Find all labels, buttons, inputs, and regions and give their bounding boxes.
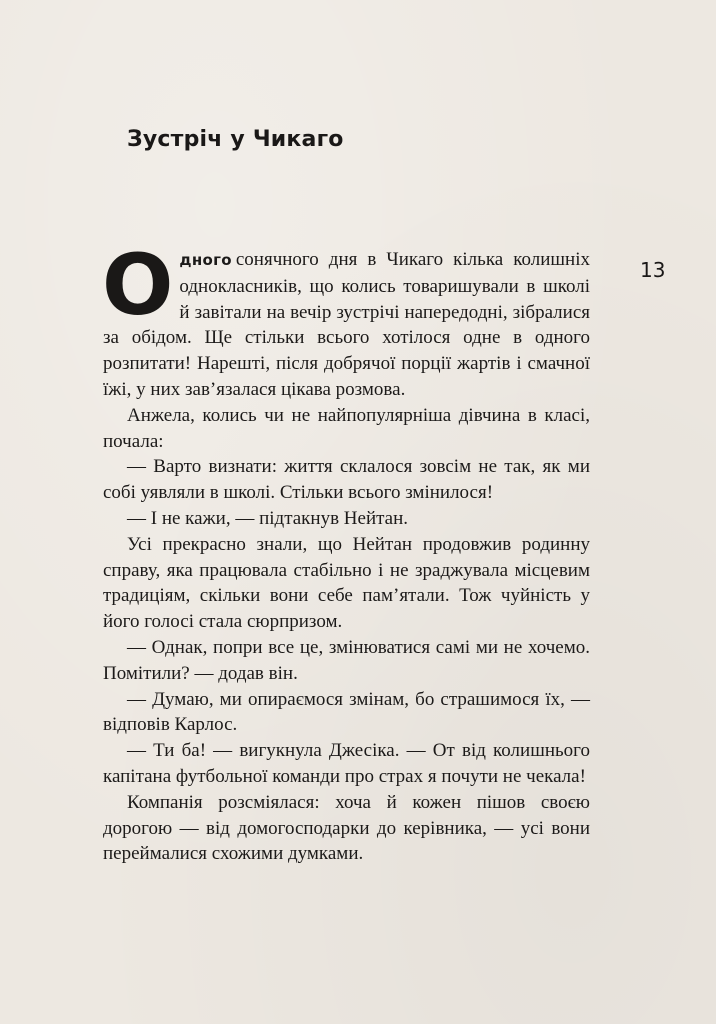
paragraph: Анжела, колись чи не найпопулярніша дівчина в класі, почала: [103,404,590,452]
dialogue-line: — І не кажи, — підтакнув Нейтан. [127,507,409,529]
chapter-title: Зустріч у Чикаго [127,127,344,152]
paragraph-opening-text: сонячного дня в Чикаго кілька колишніх однокласників, що колись товаришували в школі й завітали на вечір зустрічі напередодні, зібралися за обідом. Ще стільки всього хотілося одне в одного розпитати! Нарешті, після добрячої порції жартів і смачної їжі, у них зав’язалася цікава розмова. [103,249,590,400]
body-text [102,236,590,867]
paragraph: Компанія розсміялася: хоча й кожен пішов своєю дорогою — від домогосподарки до керівника, — усі вони переймалися схожими думками. [103,791,590,865]
paragraph-opening [102,236,590,403]
paragraph: Усі прекрасно знали, що Нейтан продовжив родинну справу, яка працювала стабільно і не зраджувала місцевим традиціям, скільки вони себе пам’ятали. Тож чуйність у його голосі стала сюрпризом. [103,533,590,633]
dialogue-line: — Однак, попри все це, змінюватися самі ми не хочемо. Помітили? — додав він. [103,636,590,684]
drop-cap: О [102,236,174,334]
dialogue-line: — Варто визнати: життя склалося зовсім не так, як ми собі уявляли в школі. Стільки всього змінилося! [103,456,590,504]
lead-word: дного [179,251,232,269]
page-number: 13 [640,258,666,282]
dialogue-line: — Ти ба! — вигукнула Джесіка. — От від колишнього капітана футбольної команди про страх я почути не чекала! [103,740,590,787]
dialogue-line: — Думаю, ми опираємося змінам, бо страшимося їх, — відповів Карлос. [103,688,590,736]
